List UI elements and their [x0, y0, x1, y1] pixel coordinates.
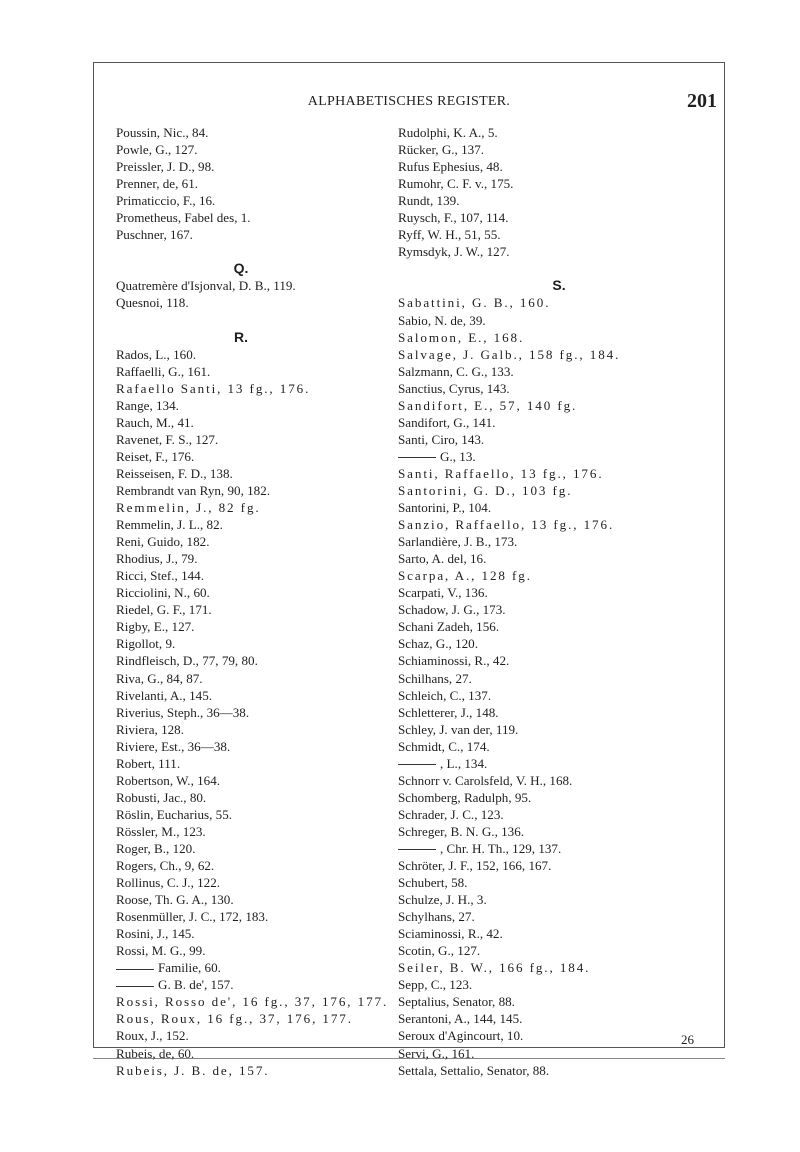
index-entry: [398, 874, 720, 891]
index-entry: [398, 448, 720, 465]
index-entry: [116, 124, 366, 141]
index-entry: [398, 976, 720, 993]
entry-text: Rhodius, J., 79.: [116, 551, 198, 567]
entry-text: Rössler, M., 123.: [116, 823, 206, 839]
index-entry: [116, 448, 366, 465]
entry-text: Sandifort, E., 57, 140 fg.: [398, 397, 578, 413]
index-entry: [116, 499, 366, 516]
index-entry: [398, 380, 720, 397]
index-entry: [398, 942, 720, 959]
ditto-dash: [398, 457, 436, 458]
entry-text: Riviere, Est., 36—38.: [116, 738, 231, 754]
entry-text: Schubert, 58.: [398, 875, 468, 891]
index-entry: [398, 601, 720, 618]
entry-text: Rosini, J., 145.: [116, 926, 195, 942]
entry-text: Rudolphi, K. A., 5.: [398, 125, 498, 140]
ditto-dash: [398, 849, 436, 850]
index-entry: [116, 652, 366, 669]
entry-text: Scotin, G., 127.: [398, 943, 481, 959]
index-entry: [116, 687, 366, 704]
index-entry: [116, 192, 366, 209]
entry-text: Rigby, E., 127.: [116, 619, 195, 635]
entry-text: Primaticcio, F., 16.: [116, 193, 216, 209]
index-entry: [116, 226, 366, 243]
running-header: [93, 92, 725, 116]
entry-text: Santorini, P., 104.: [398, 500, 492, 516]
ditto-dash: [116, 969, 154, 970]
entry-text: Schletterer, J., 148.: [398, 704, 499, 720]
index-entry: [398, 243, 720, 260]
index-entry: [398, 738, 720, 755]
index-entry: [398, 465, 720, 482]
entry-text: Sciaminossi, R., 42.: [398, 926, 503, 942]
entry-text: Remmelin, J. L., 82.: [116, 517, 223, 533]
index-entry: [398, 158, 720, 175]
section-gap: [398, 260, 720, 277]
entry-text: Schani Zadeh, 156.: [398, 619, 500, 635]
entry-text: Sanctius, Cyrus, 143.: [398, 380, 510, 396]
entry-text: Santi, Raffaello, 13 fg., 176.: [398, 465, 604, 481]
index-entry: [116, 789, 366, 806]
entry-text: Rindfleisch, D., 77, 79, 80.: [116, 653, 258, 669]
entry-text: Rossi, M. G., 99.: [116, 943, 206, 959]
index-entry: [116, 908, 366, 925]
index-entry: [116, 925, 366, 942]
entry-text: Schilhans, 27.: [398, 670, 472, 686]
index-entry: [398, 533, 720, 550]
page-title: ALPHABETISCHES REGISTER.: [307, 94, 511, 109]
entry-text: Rembrandt van Ryn, 90, 182.: [116, 482, 271, 498]
entry-text: Prenner, de, 61.: [116, 176, 199, 192]
entry-text: Salomon, E., 168.: [398, 329, 525, 345]
entry-text: Sabattini, G. B., 160.: [398, 295, 551, 311]
entry-text: , L., 134.: [440, 755, 488, 771]
index-entry: [116, 414, 366, 431]
index-entry: [116, 482, 366, 499]
index-entry: [398, 329, 720, 346]
ditto-dash: [398, 764, 436, 765]
index-entry: [398, 414, 720, 431]
index-entry: [398, 993, 720, 1010]
section-gap: [116, 243, 366, 260]
index-entry: [398, 925, 720, 942]
entry-text: Schleich, C., 137.: [398, 687, 492, 703]
index-entry: [398, 312, 720, 329]
ditto-dash: [116, 986, 154, 987]
index-entry: [116, 993, 389, 1010]
index-entry: [116, 806, 366, 823]
entry-text: Schrader, J. C., 123.: [398, 806, 504, 822]
index-entry: [116, 346, 366, 363]
entry-text: Quatremère d'Isjonval, D. B., 119.: [116, 278, 296, 294]
entry-text: Rücker, G., 137.: [398, 142, 485, 158]
index-entry: [116, 431, 366, 448]
index-entry: [398, 431, 720, 448]
index-entry: [116, 670, 366, 687]
entry-text: Schreger, B. N. G., 136.: [398, 823, 525, 839]
index-entry: [116, 550, 366, 567]
index-entry: [116, 209, 366, 226]
index-entry: [116, 1045, 366, 1062]
index-entry: [398, 175, 720, 192]
entry-text: Schiaminossi, R., 42.: [398, 653, 510, 669]
index-entry: [116, 721, 366, 738]
entry-text: Rauch, M., 41.: [116, 414, 194, 430]
entry-text: Serantoni, A., 144, 145.: [398, 1011, 523, 1027]
entry-text: Santi, Ciro, 143.: [398, 431, 485, 447]
entry-text: Schulze, J. H., 3.: [398, 892, 487, 908]
entry-text: Preissler, J. D., 98.: [116, 159, 215, 175]
section-letter: R.: [234, 328, 248, 345]
index-entry: [116, 874, 366, 891]
entry-text: Roose, Th. G. A., 130.: [116, 892, 234, 908]
entry-text: Sandifort, G., 141.: [398, 414, 496, 430]
entry-text: Seroux d'Agincourt, 10.: [398, 1028, 524, 1044]
entry-text: Rous, Roux, 16 fg., 37, 176, 177.: [116, 1011, 353, 1027]
entry-text: Schley, J. van der, 119.: [398, 721, 519, 737]
index-entry: [116, 175, 366, 192]
entry-text: Puschner, 167.: [116, 227, 193, 243]
entry-text: Schylhans, 27.: [398, 909, 475, 925]
index-entry: [116, 294, 366, 311]
entry-text: Sanzio, Raffaello, 13 fg., 176.: [398, 517, 615, 533]
entry-text: Septalius, Senator, 88.: [398, 994, 515, 1010]
entry-text: Riva, G., 84, 87.: [116, 670, 203, 686]
index-entry: [398, 721, 720, 738]
index-entry: [398, 1027, 720, 1044]
index-entry: [116, 857, 366, 874]
entry-text: Raffaelli, G., 161.: [116, 363, 211, 379]
index-entry: [398, 516, 720, 533]
index-entry: [398, 789, 720, 806]
entry-text: Schmidt, C., 174.: [398, 738, 490, 754]
section-letter: Q.: [233, 260, 249, 277]
entry-text: Ricciolini, N., 60.: [116, 585, 210, 601]
entry-text: Schomberg, Radulph, 95.: [398, 789, 532, 805]
entry-text: Sepp, C., 123.: [398, 977, 473, 993]
entry-text: Sarto, A. del, 16.: [398, 551, 487, 567]
index-entry: [398, 823, 720, 840]
section-gap: [116, 312, 366, 329]
entry-text: Scarpa, A., 128 fg.: [398, 568, 532, 584]
index-entry: [116, 942, 366, 959]
index-entry: [116, 567, 366, 584]
entry-text: Rigollot, 9.: [116, 636, 176, 652]
index-entry: [116, 380, 366, 397]
index-entry: [398, 141, 720, 158]
index-entry: [116, 1010, 366, 1027]
index-entry: [398, 908, 720, 925]
index-entry: [116, 840, 366, 857]
section-letter: S.: [552, 277, 566, 294]
entry-text: , Chr. H. Th., 129, 137.: [440, 840, 562, 856]
index-entry: [398, 891, 720, 908]
index-entry: [398, 346, 720, 363]
index-entry: [398, 755, 720, 772]
entry-text: G. B. de', 157.: [158, 977, 234, 993]
index-entry: [116, 397, 366, 414]
entry-text: Schröter, J. F., 152, 166, 167.: [398, 858, 552, 874]
entry-text: Sarlandière, J. B., 173.: [398, 534, 518, 550]
index-entry: [398, 584, 720, 601]
index-entry: [398, 294, 720, 311]
entry-text: Reni, Guido, 182.: [116, 534, 210, 550]
entry-text: Prometheus, Fabel des, 1.: [116, 210, 251, 226]
entry-text: Rumohr, C. F. v., 175.: [398, 176, 514, 192]
index-entry: [116, 1062, 366, 1079]
index-entry: [398, 618, 720, 635]
entry-text: Rymsdyk, J. W., 127.: [398, 244, 510, 260]
index-entry: [116, 704, 366, 721]
entry-text: Riedel, G. F., 171.: [116, 602, 212, 618]
entry-text: Robusti, Jac., 80.: [116, 789, 207, 805]
entry-text: Ryff, W. H., 51, 55.: [398, 227, 501, 243]
index-entry: [398, 226, 720, 243]
index-entry: [116, 533, 366, 550]
index-entry: [116, 823, 366, 840]
index-entry: [116, 772, 366, 789]
index-entry: [398, 482, 720, 499]
entry-text: Schaz, G., 120.: [398, 636, 479, 652]
entry-text: Sabio, N. de, 39.: [398, 312, 486, 328]
index-entry: [398, 124, 720, 141]
index-entry: [398, 499, 720, 516]
index-entry: [116, 584, 366, 601]
entry-text: Rados, L., 160.: [116, 346, 197, 362]
entry-text: Reiset, F., 176.: [116, 448, 195, 464]
entry-text: Familie, 60.: [158, 960, 221, 976]
index-entry: [398, 1045, 720, 1062]
index-entry: [116, 755, 366, 772]
index-entry: [398, 1010, 720, 1027]
index-entry: [398, 670, 720, 687]
entry-text: Seiler, B. W., 166 fg., 184.: [398, 960, 591, 976]
index-entry: [116, 516, 366, 533]
index-entry: [398, 959, 720, 976]
entry-text: Reisseisen, F. D., 138.: [116, 465, 233, 481]
index-entry: [398, 363, 720, 380]
index-entry: [398, 652, 720, 669]
index-entry: [116, 635, 366, 652]
index-entry: [398, 1062, 720, 1079]
entry-text: Settala, Settalio, Senator, 88.: [398, 1062, 550, 1078]
entry-text: Ravenet, F. S., 127.: [116, 431, 219, 447]
index-entry: [116, 959, 366, 976]
index-entry: [398, 209, 720, 226]
index-entry: [116, 141, 366, 158]
right-column: [398, 124, 720, 1079]
left-column: [116, 124, 389, 1079]
entry-text: Santorini, G. D., 103 fg.: [398, 482, 573, 498]
index-entry: [116, 976, 366, 993]
entry-text: Roger, B., 120.: [116, 840, 196, 856]
entry-text: Servi, G., 161.: [398, 1045, 475, 1061]
entry-text: Ruysch, F., 107, 114.: [398, 210, 509, 226]
index-entry: [398, 550, 720, 567]
entry-text: Rafaello Santi, 13 fg., 176.: [116, 380, 311, 396]
entry-text: Range, 134.: [116, 397, 179, 413]
index-entry: [398, 772, 720, 789]
entry-text: Riviera, 128.: [116, 721, 185, 737]
entry-text: Scarpati, V., 136.: [398, 585, 488, 601]
entry-text: Poussin, Nic., 84.: [116, 125, 209, 140]
index-entry: [398, 192, 720, 209]
entry-text: Rosenmüller, J. C., 172, 183.: [116, 909, 269, 925]
entry-text: Robert, 111.: [116, 755, 181, 771]
entry-text: Quesnoi, 118.: [116, 295, 189, 311]
entry-text: Ricci, Stef., 144.: [116, 568, 205, 584]
entry-text: Remmelin, J., 82 fg.: [116, 500, 261, 516]
entry-text: Schnorr v. Carolsfeld, V. H., 168.: [398, 772, 573, 788]
index-entry: [398, 857, 720, 874]
index-entry: [116, 1027, 366, 1044]
entry-text: Roux, J., 152.: [116, 1028, 189, 1044]
entry-text: Salvage, J. Galb., 158 fg., 184.: [398, 346, 621, 362]
index-entry: [116, 738, 366, 755]
index-entry: [116, 891, 366, 908]
entry-text: Rufus Ephesius, 48.: [398, 159, 503, 175]
index-entry: [398, 806, 720, 823]
entry-text: Rundt, 139.: [398, 193, 460, 209]
entry-text: Powle, G., 127.: [116, 142, 198, 158]
page-number: 201: [687, 90, 717, 112]
entry-text: Rivelanti, A., 145.: [116, 687, 213, 703]
entry-text: Salzmann, C. G., 133.: [398, 363, 514, 379]
index-entry: [398, 687, 720, 704]
entry-text: Rossi, Rosso de', 16 fg., 37, 176, 177.: [116, 994, 389, 1010]
entry-text: Riverius, Steph., 36—38.: [116, 704, 250, 720]
index-entry: [116, 277, 366, 294]
entry-text: Rubeis, J. B. de, 157.: [116, 1062, 270, 1078]
index-entry: [398, 840, 720, 857]
index-entry: [398, 635, 720, 652]
entry-text: G., 13.: [440, 448, 476, 464]
entry-text: Rollinus, C. J., 122.: [116, 875, 221, 891]
index-entry: [116, 601, 366, 618]
index-entry: [398, 567, 720, 584]
entry-text: Robertson, W., 164.: [116, 772, 221, 788]
entry-text: Röslin, Eucharius, 55.: [116, 806, 233, 822]
index-entry: [116, 158, 366, 175]
entry-text: Rubeis, de, 60.: [116, 1045, 195, 1061]
signature-mark: 26: [681, 1032, 694, 1047]
entry-text: Schadow, J. G., 173.: [398, 602, 506, 618]
index-entry: [116, 465, 366, 482]
index-entry: [398, 704, 720, 721]
index-entry: [116, 618, 366, 635]
index-entry: [116, 363, 366, 380]
entry-text: Rogers, Ch., 9, 62.: [116, 858, 215, 874]
index-entry: [398, 397, 720, 414]
